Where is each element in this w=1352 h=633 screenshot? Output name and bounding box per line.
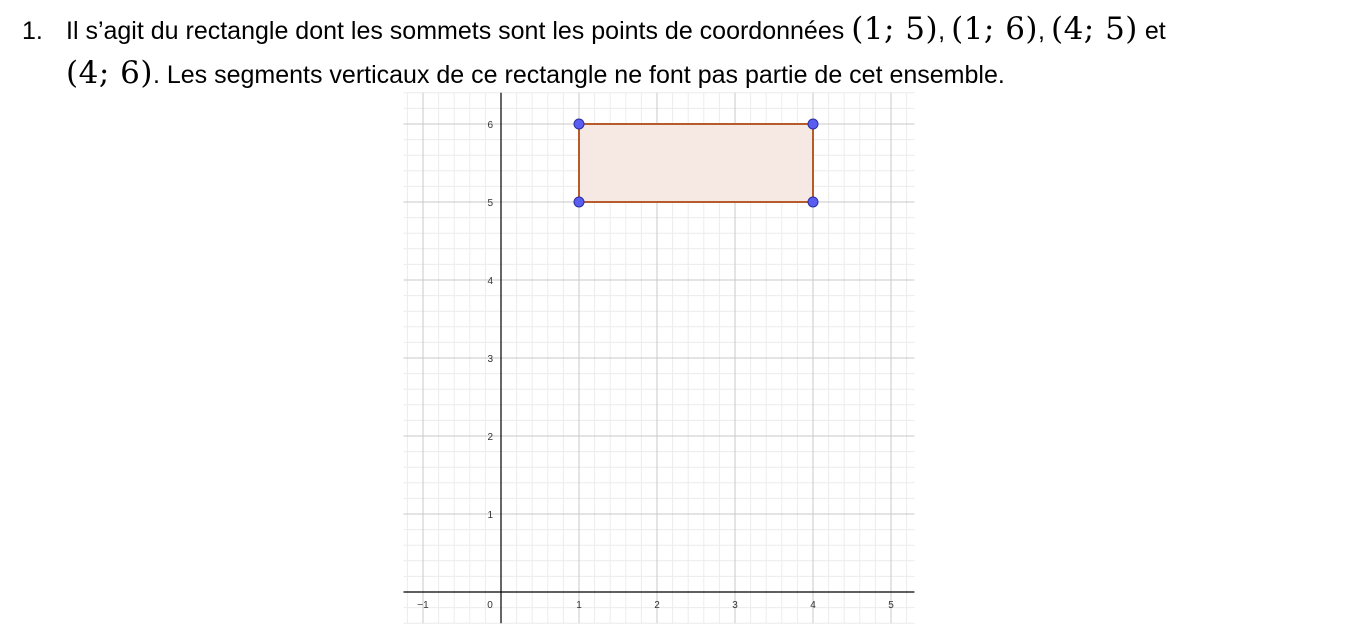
- x-tick-label: −1: [417, 600, 429, 611]
- sentence-2: . Les segments verticaux de ce rectangle ne font pas partie de cet ensemble.: [152, 61, 1005, 89]
- y-tick-label: 4: [487, 276, 493, 287]
- x-tick-label: 4: [810, 600, 816, 611]
- y-tick-label: 2: [487, 432, 493, 443]
- point-1-coords: (1; 5): [851, 11, 939, 47]
- vertex-point: [808, 197, 818, 207]
- y-tick-label: 3: [487, 354, 493, 365]
- x-tick-label: 1: [576, 600, 582, 611]
- rectangle-group: [579, 124, 813, 202]
- vertex-point: [574, 197, 584, 207]
- point-2-coords: (1; 6): [951, 11, 1039, 47]
- item-number: 1.: [22, 17, 43, 45]
- y-tick-label: 5: [487, 198, 493, 209]
- separator-1: ,: [938, 17, 946, 45]
- x-tick-label: 3: [732, 600, 738, 611]
- rectangle: [579, 124, 813, 202]
- y-tick-label: 6: [487, 120, 493, 131]
- x-tick-label: 5: [888, 600, 894, 611]
- y-tick-label: 1: [487, 510, 493, 521]
- vertex-point: [808, 119, 818, 129]
- point-4-coords: (4; 6): [66, 55, 153, 91]
- point-3-coords: (4; 5): [1050, 11, 1138, 47]
- intro-text: Il s’agit du rectangle dont les sommets sont les points de coordonnées: [66, 17, 845, 45]
- x-tick-label: 0: [487, 600, 493, 611]
- conjunction: et: [1144, 17, 1166, 45]
- separator-2: ,: [1038, 17, 1045, 45]
- x-tick-label: 2: [654, 600, 660, 611]
- vertex-point: [574, 119, 584, 129]
